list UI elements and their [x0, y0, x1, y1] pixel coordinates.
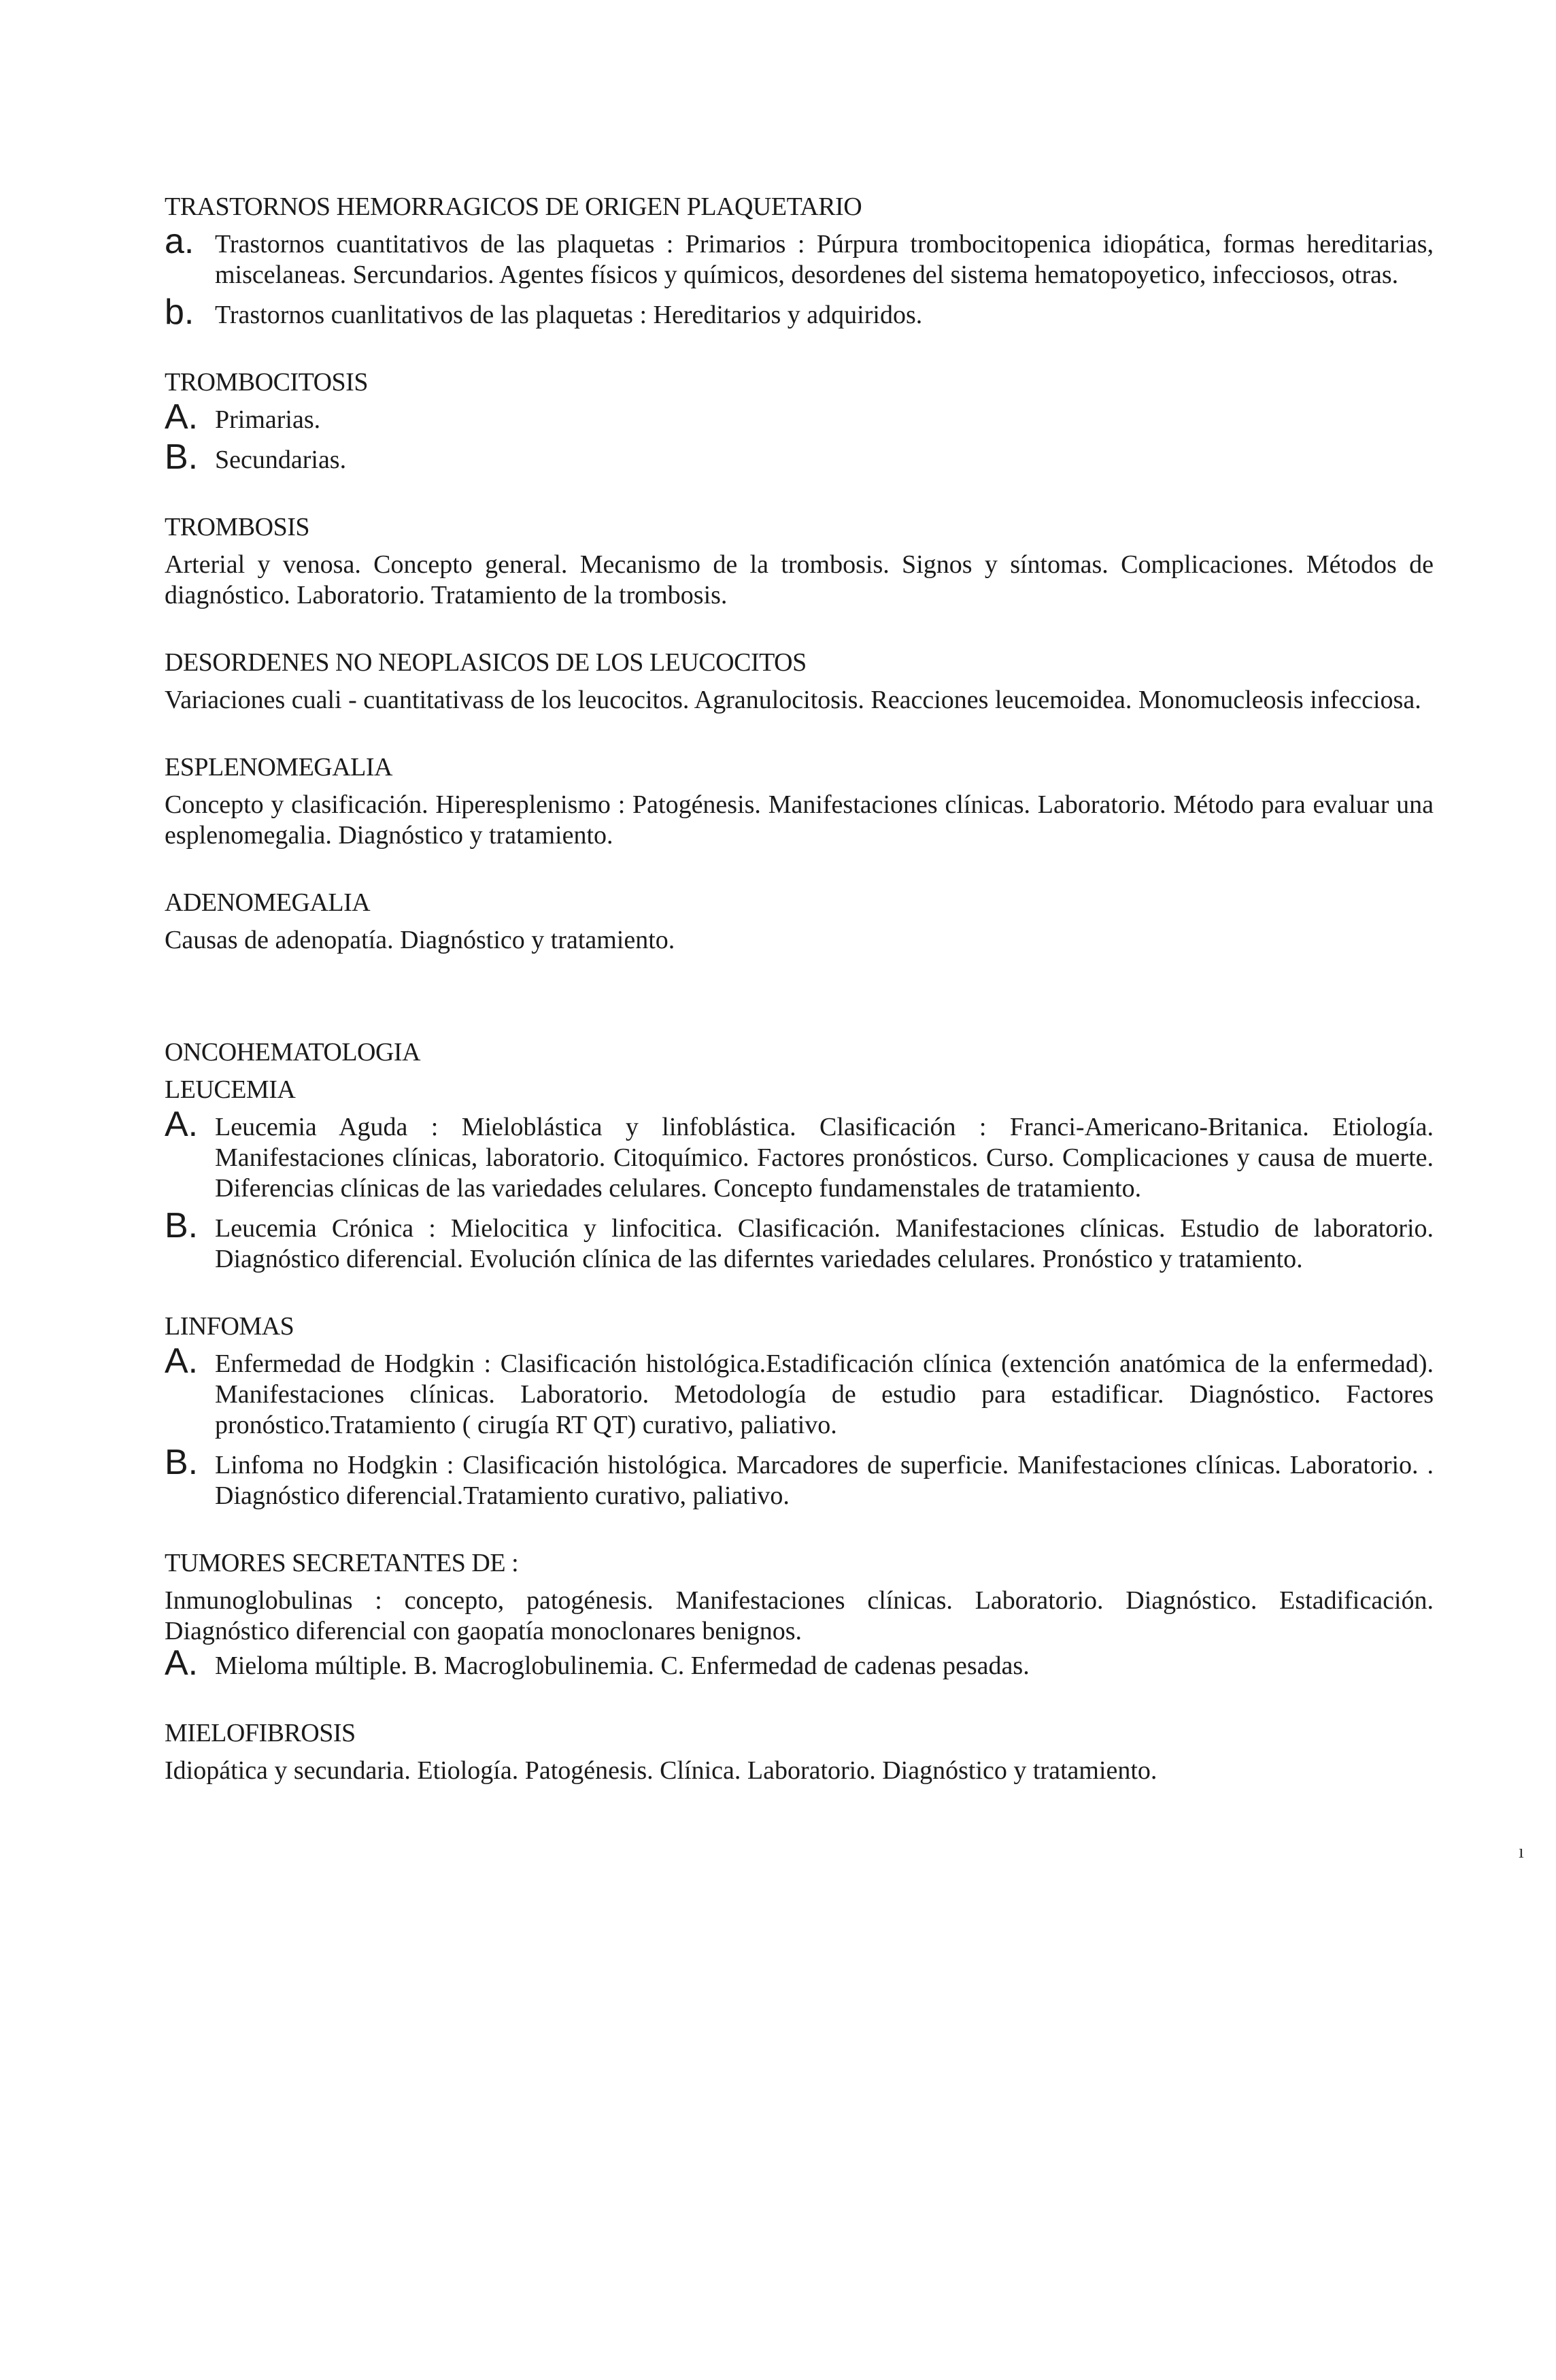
list-item — [165, 437, 1434, 477]
list-marker: a. — [165, 222, 194, 261]
list-item-text: Leucemia Aguda : Mieloblástica y linfoblástica. Clasificación : Franci-Americano-Britanica. Etiología. Manifestaciones clínicas, laboratorio. Citoquímico. Factores pronósticos. Curso. Complicaciones y causa de muerte. Diferencias clínicas de las variedades celulares. Concepto fundamenstales de tratamiento. — [215, 1113, 1434, 1203]
section-paragraph: Concepto y clasificación. Hiperesplenismo : Patogénesis. Manifestaciones clínicas. Laboratorio. Método para evaluar una esplenomegalia. Diagnóstico y tratamiento. — [165, 790, 1434, 850]
syllabus-document — [165, 192, 1434, 1823]
list-marker: A. — [165, 1643, 199, 1683]
section-oncohematologia — [165, 1037, 1434, 1275]
section-heading: LINFOMAS — [165, 1312, 294, 1341]
section-adenomegalia — [165, 888, 1434, 956]
list-item — [165, 1341, 1434, 1441]
list-item-text: Trastornos cuanlitativos de las plaquetas : Hereditarios y adquiridos. — [215, 301, 923, 329]
list-marker: B. — [165, 437, 199, 477]
stray-mark: ı — [1519, 1841, 1524, 1862]
section-trastornos-hemorragicos — [165, 192, 1434, 331]
list-item — [165, 1443, 1434, 1511]
section-trombocitosis — [165, 367, 1434, 475]
list-item — [165, 292, 1434, 332]
list-item — [165, 222, 1434, 290]
list-item — [165, 397, 1434, 437]
list-item — [165, 1206, 1434, 1275]
section-heading: TRASTORNOS HEMORRAGICOS DE ORIGEN PLAQUETARIO — [165, 192, 862, 221]
list-marker: B. — [165, 1443, 199, 1482]
section-heading: ESPLENOMEGALIA — [165, 753, 392, 782]
section-paragraph: Idiopática y secundaria. Etiología. Patogénesis. Clínica. Laboratorio. Diagnóstico y tratamiento. — [165, 1756, 1157, 1785]
section-mielofibrosis — [165, 1718, 1434, 1786]
section-heading: MIELOFIBROSIS — [165, 1719, 356, 1747]
section-paragraph: Causas de adenopatía. Diagnóstico y tratamiento. — [165, 926, 675, 954]
list-marker: A. — [165, 1105, 199, 1144]
section-tumores-secretantes — [165, 1548, 1434, 1681]
section-paragraph: Arterial y venosa. Concepto general. Mecanismo de la trombosis. Signos y síntomas. Complicaciones. Métodos de diagnóstico. Laboratorio. Tratamiento de la trombosis. — [165, 550, 1434, 609]
list-item-text: Leucemia Crónica : Mielocitica y linfocitica. Clasificación. Manifestaciones clínicas. Estudio de laboratorio. Diagnóstico diferencial. Evolución clínica de las diferntes variedades celulares. Pronóstico y tratamiento. — [215, 1214, 1434, 1273]
list-marker: b. — [165, 292, 194, 332]
list-item-text: Enfermedad de Hodgkin : Clasificación histológica.Estadificación clínica (extención anatómica de la enfermedad). Manifestaciones clínicas. Laboratorio. Metodología de estudio para estadificar. Diagnóstico. Factores pronóstico.Tratamiento ( cirugía RT QT) curativo, paliativo. — [215, 1350, 1434, 1439]
section-heading: ADENOMEGALIA — [165, 888, 371, 917]
section-heading: DESORDENES NO NEOPLASICOS DE LOS LEUCOCITOS — [165, 648, 807, 677]
section-linfomas — [165, 1311, 1434, 1511]
list-marker: A. — [165, 1341, 199, 1381]
section-heading: TROMBOSIS — [165, 513, 309, 541]
section-paragraph: Inmunoglobulinas : concepto, patogénesis. Manifestaciones clínicas. Laboratorio. Diagnóstico. Estadificación. Diagnóstico diferencial con gaopatía monoclonares benignos. — [165, 1586, 1434, 1645]
list-item-text: Secundarias. — [215, 446, 347, 474]
section-desordenes-leucocitos — [165, 648, 1434, 716]
list-item-text: Primarias. — [215, 405, 321, 434]
section-subheading: LEUCEMIA — [165, 1075, 296, 1104]
section-esplenomegalia — [165, 752, 1434, 851]
list-item — [165, 1643, 1434, 1683]
list-marker: B. — [165, 1206, 199, 1245]
list-item — [165, 1105, 1434, 1204]
section-heading: ONCOHEMATOLOGIA — [165, 1038, 421, 1067]
section-trombosis — [165, 512, 1434, 611]
list-item-text: Linfoma no Hodgkin : Clasificación histológica. Marcadores de superficie. Manifestaciones clínicas. Laboratorio. . Diagnóstico diferencial.Tratamiento curativo, paliativo. — [215, 1451, 1434, 1510]
list-item-text: Mieloma múltiple. B. Macroglobulinemia. C. Enfermedad de cadenas pesadas. — [215, 1652, 1030, 1680]
section-paragraph: Variaciones cuali - cuantitativass de los leucocitos. Agranulocitosis. Reacciones leucemoidea. Monomucleosis infecciosa. — [165, 686, 1421, 714]
list-marker: A. — [165, 397, 199, 437]
list-item-text: Trastornos cuantitativos de las plaquetas : Primarios : Púrpura trombocitopenica idiopática, formas hereditarias, miscelaneas. Sercundarios. Agentes físicos y químicos, desordenes del sistema hematopoyetico, infecciosos, otras. — [215, 230, 1434, 289]
section-heading: TUMORES SECRETANTES DE : — [165, 1549, 519, 1577]
section-heading: TROMBOCITOSIS — [165, 368, 368, 397]
